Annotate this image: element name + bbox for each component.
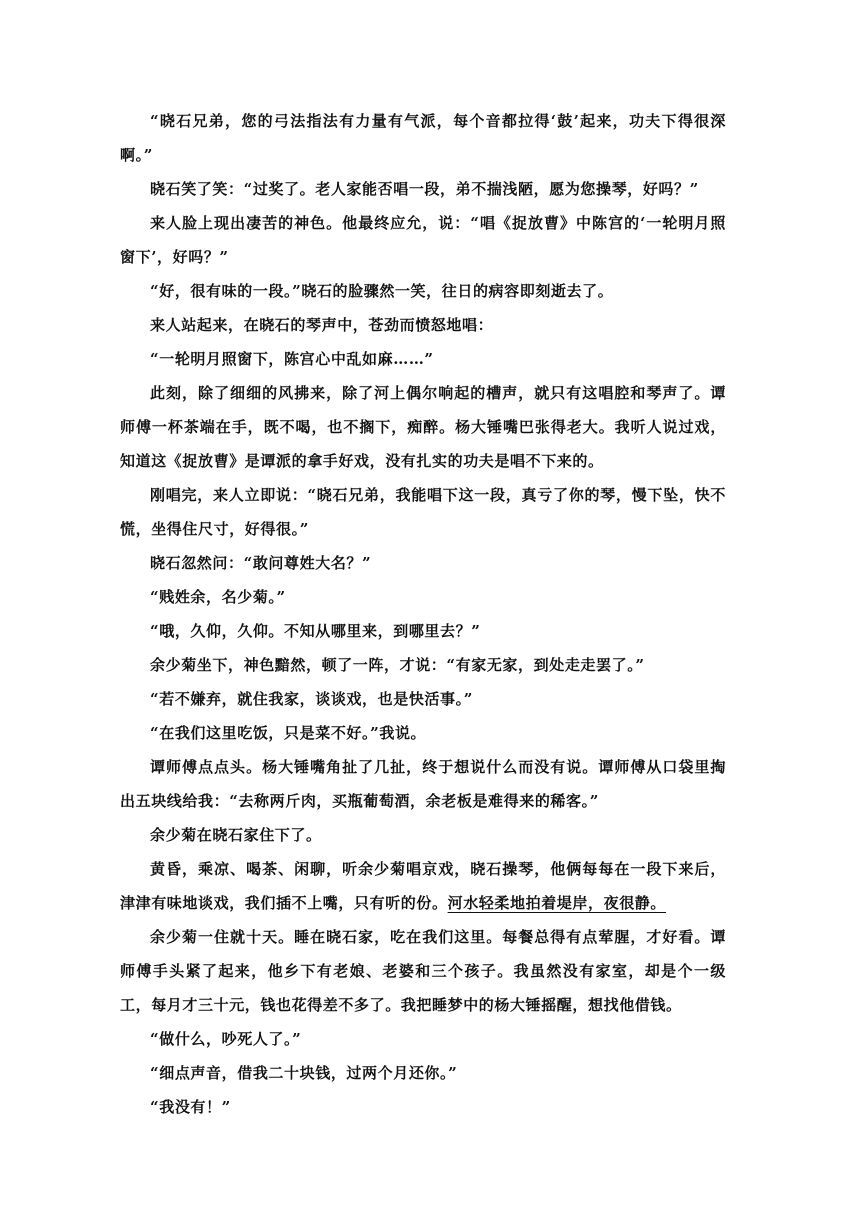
paragraph: 晓石笑了笑：“过奖了。老人家能否唱一段，弟不揣浅陋，愿为您操琴，好吗？” bbox=[150, 180, 699, 198]
paragraph: 余少菊一住就十天。睡在晓石家，吃在我们这里。每餐总得有点荤腥，才好看。谭师傅手头紧了起来，他乡下有老娘、老婆和三个孩子。我虽然没有家室，却是个一级工，每月才三十元，钱也花得差不多了。我把睡梦中的杨大锤摇醒，想找他借钱。 bbox=[120, 928, 726, 1014]
paragraph: 余少菊在晓石家住下了。 bbox=[150, 826, 322, 844]
paragraph: “好，很有味的一段。”晓石的脸骤然一笑，往日的病容即刻逝去了。 bbox=[150, 282, 614, 300]
underlined-sentence: 河水轻柔地拍着堤岸，夜很静。 bbox=[447, 894, 667, 912]
paragraph: 余少菊坐下，神色黯然，顿了一阵，才说：“有家无家，到处走走罢了。” bbox=[150, 656, 645, 674]
paragraph: “贱姓余，名少菊。” bbox=[150, 588, 286, 606]
paragraph: 来人站起来，在晓石的琴声中，苍劲而愤怒地唱： bbox=[150, 316, 494, 334]
paragraph: “哦，久仰，久仰。不知从哪里来，到哪里去？” bbox=[150, 622, 481, 640]
paragraph: 晓石忽然问：“敢问尊姓大名？” bbox=[150, 554, 372, 572]
paragraph: 谭师傅点点头。杨大锤嘴角扯了几扯，终于想说什么而没有说。谭师傅从口袋里掏出五块线给我：“去称两斤肉，买瓶葡萄酒，余老板是难得来的稀客。” bbox=[120, 758, 726, 810]
paragraph: “细点声音，借我二十块钱，过两个月还你。” bbox=[150, 1064, 458, 1082]
story-text bbox=[120, 104, 726, 1124]
paragraph: “若不嫌弃，就住我家，谈谈戏，也是快活事。” bbox=[150, 690, 473, 708]
paragraph: “一轮明月照窗下，陈宫心中乱如麻……” bbox=[150, 350, 434, 368]
paragraph: 刚唱完，来人立即说：“晓石兄弟，我能唱下这一段，真亏了你的琴，慢下坠，快不慌，坐得住尺寸，好得很。” bbox=[120, 486, 726, 538]
paragraph-text: 黄昏，乘凉、喝茶、闲聊，听余少菊唱京戏，晓石操琴，他俩每每在一段下来后，津津有味地谈戏，我们插不上嘴，只有听的份。 bbox=[120, 860, 726, 912]
paragraph-with-underline bbox=[120, 852, 726, 920]
paragraph: “我没有！” bbox=[150, 1098, 231, 1116]
paragraph: “做什么，吵死人了。” bbox=[150, 1030, 302, 1048]
paragraph: “在我们这里吃饭，只是菜不好。”我说。 bbox=[150, 724, 427, 742]
paragraph: 此刻，除了细细的风拂来，除了河上偶尔响起的槽声，就只有这唱腔和琴声了。谭师傅一杯茶端在手，既不喝，也不搁下，痴醉。杨大锤嘴巴张得老大。我听人说过戏，知道这《捉放曹》是谭派的拿手好戏，没有扎实的功夫是唱不下来的。 bbox=[120, 384, 726, 470]
paragraph: “晓石兄弟，您的弓法指法有力量有气派，每个音都拉得‘鼓’起来，功夫下得很深啊。” bbox=[120, 112, 726, 164]
paragraph: 来人脸上现出凄苦的神色。他最终应允，说：“唱《捉放曹》中陈宫的‘一轮明月照窗下’，好吗？” bbox=[120, 214, 726, 266]
